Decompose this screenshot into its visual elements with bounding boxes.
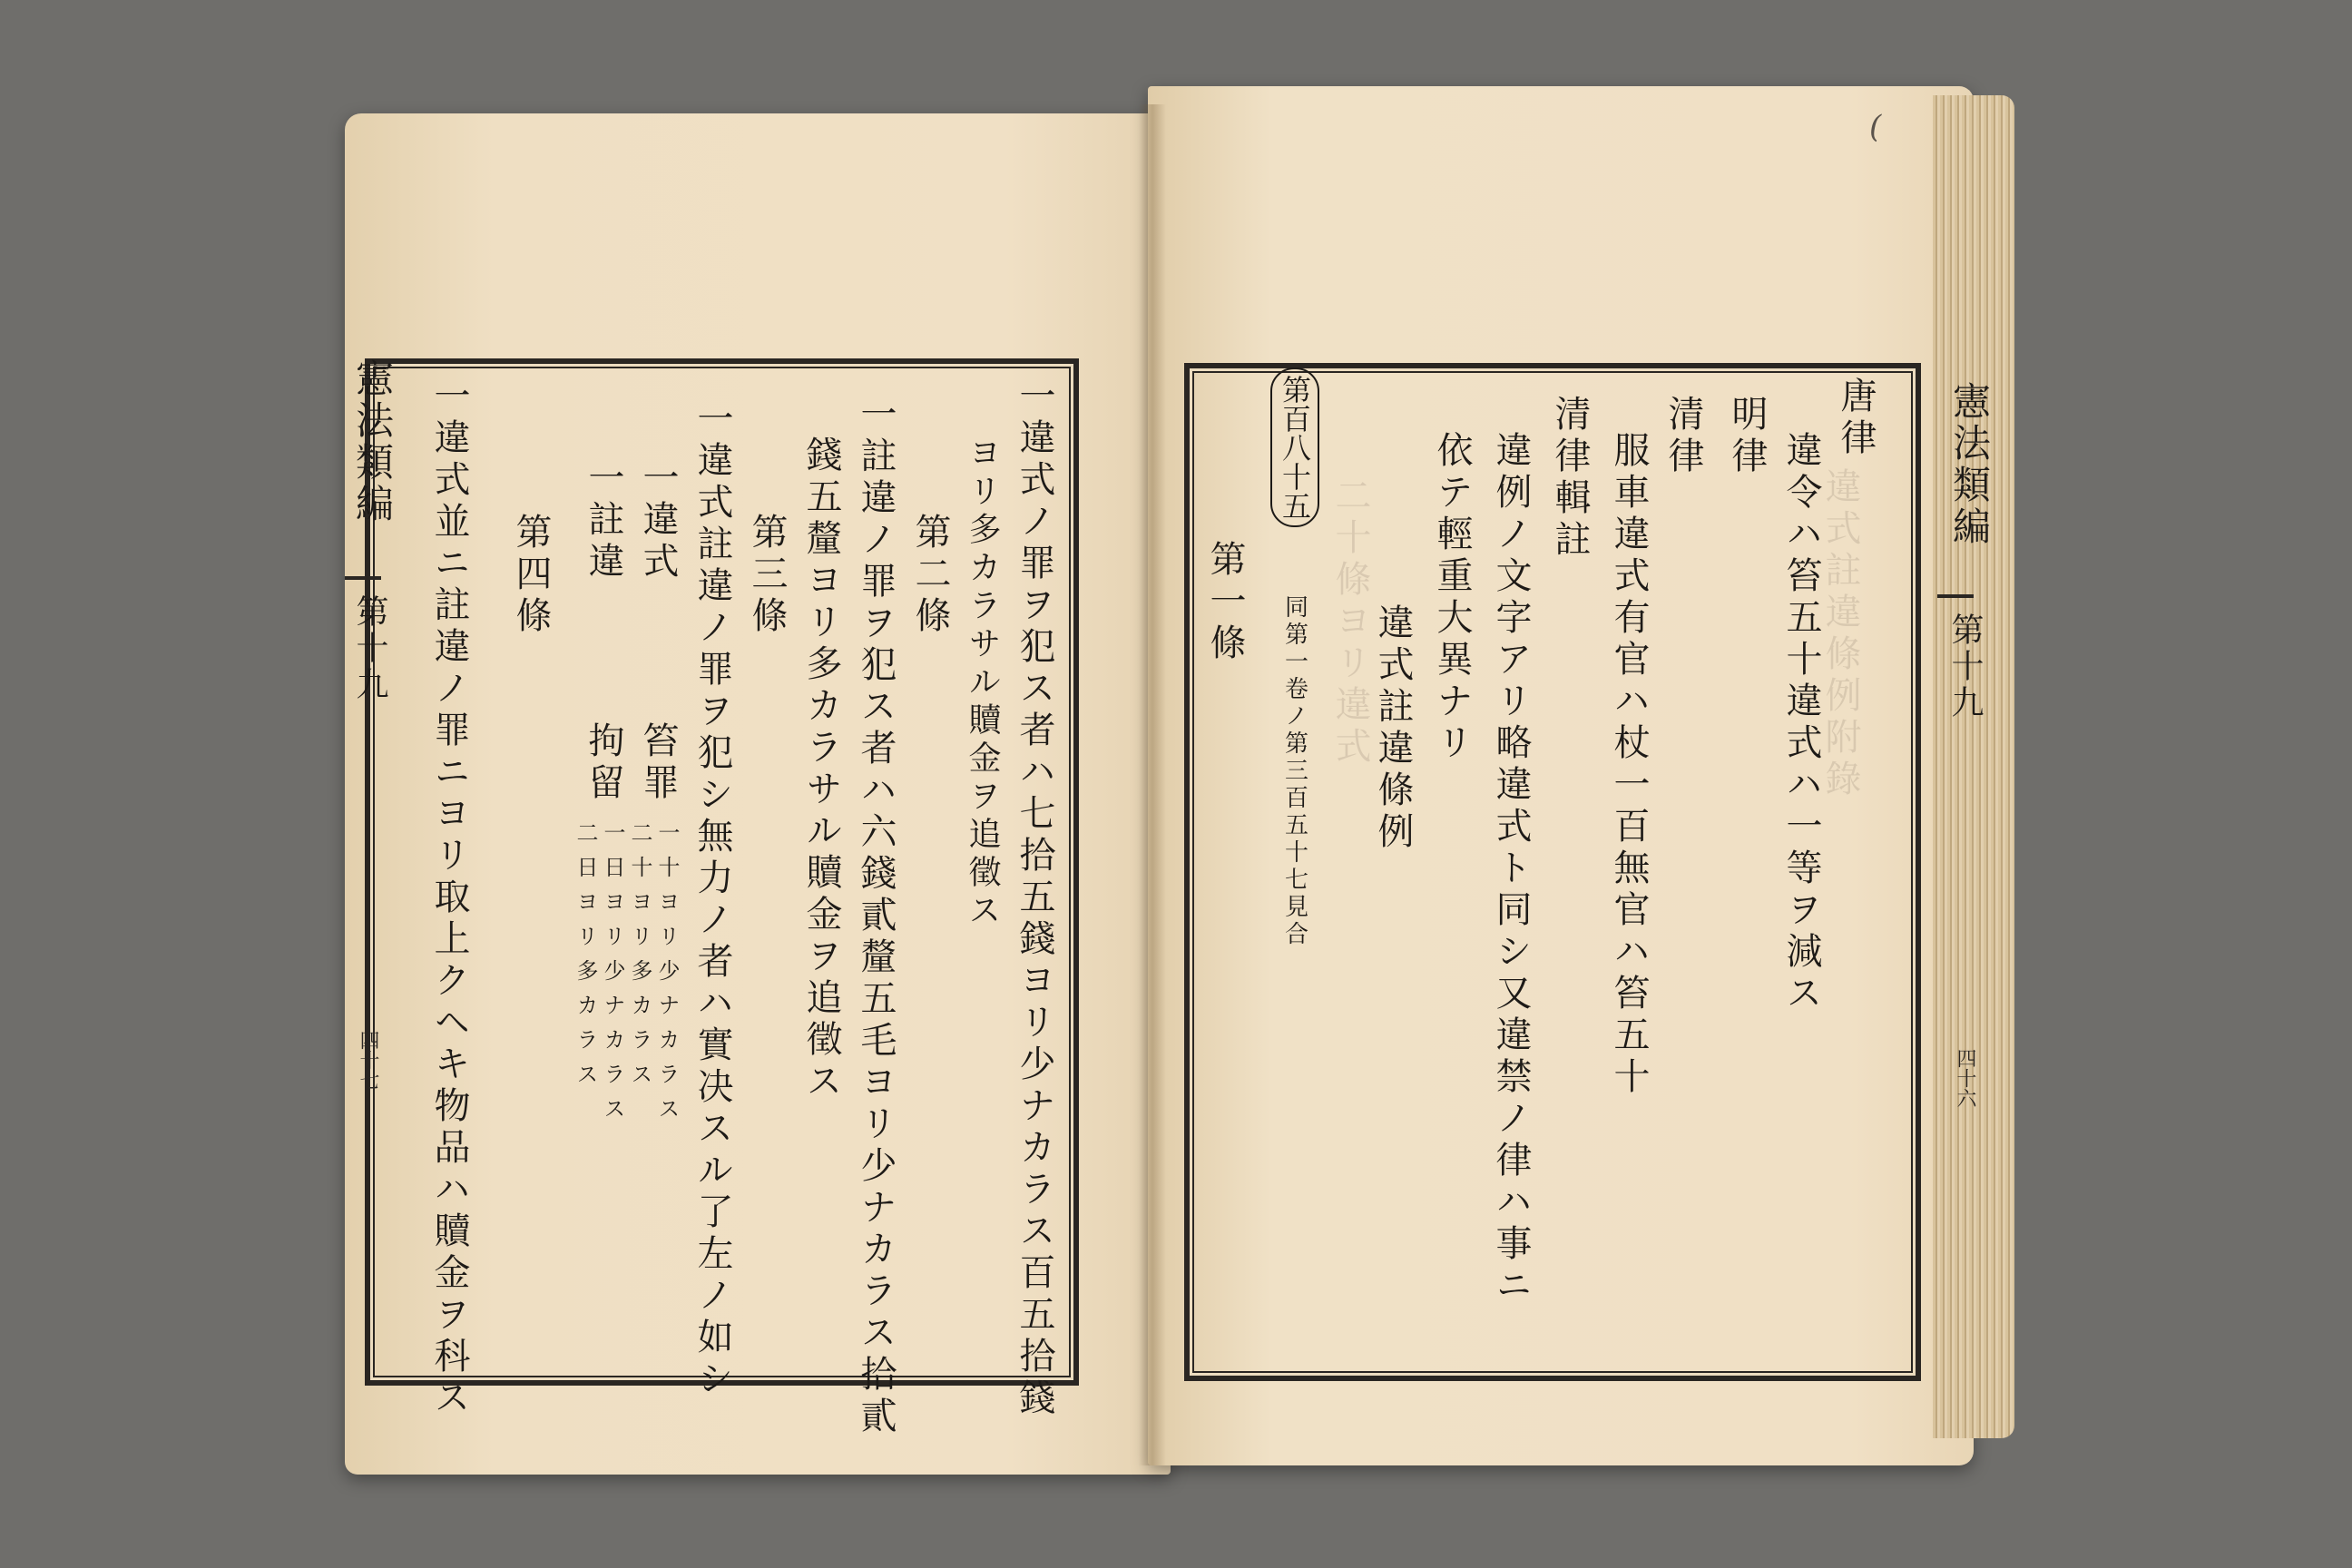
- pencil-mark: (: [1869, 109, 1882, 145]
- book-gutter: [1139, 104, 1166, 1465]
- right-col-6: 清律輯註: [1549, 395, 1591, 562]
- right-col-1: 唐律: [1835, 377, 1877, 460]
- left-folio: 四十七: [357, 1030, 379, 1090]
- left-col-11: 二十ヨリ多カラス: [627, 821, 652, 1097]
- left-col-6: 第三條: [746, 513, 788, 638]
- left-col-8: 一違式: [637, 458, 679, 583]
- right-col-7: 違例ノ文字アリ略違式ト同シ又違禁ノ律ハ事ニ: [1490, 431, 1532, 1308]
- left-spine-volume: 第十九: [351, 594, 388, 703]
- right-col-3: 明律: [1726, 395, 1768, 478]
- right-col-2: 違令ハ笞五十違式ハ一等ヲ減ス: [1780, 431, 1822, 1015]
- left-col-1: 一違式ノ罪ヲ犯ス者ハ七拾五錢ヨリ少ナカラス百五拾錢: [1014, 377, 1055, 1420]
- left-col-5: 錢五釐ヨリ多カラサル贖金ヲ追徵ス: [800, 436, 842, 1103]
- right-spine-volume: 第十九: [1946, 612, 1984, 721]
- left-col-4: 一註違ノ罪ヲ犯ス者ハ六錢貳釐五毛ヨリ少ナカラス拾貳: [855, 395, 897, 1438]
- right-col-5: 服車違式有官ハ杖一百無官ハ笞五十: [1608, 431, 1650, 1099]
- right-col-4: 清律: [1662, 395, 1704, 478]
- right-spine-title: 憲法類編: [1947, 381, 1992, 548]
- right-col-10: 第一條: [1204, 540, 1246, 665]
- left-col-16: 第四條: [510, 513, 552, 638]
- left-col-10: 一十ヨリ少ナカラス: [654, 821, 680, 1132]
- left-col-3: 第二條: [909, 513, 951, 638]
- left-col-15: 二日ヨリ多カラス: [573, 821, 598, 1097]
- left-col-2: ヨリ多カラサル贖金ヲ追徵ス: [964, 436, 1001, 931]
- cross-reference-note: 同第一卷ノ第三百五十七見合: [1280, 594, 1308, 948]
- open-book: [327, 86, 2024, 1502]
- left-spine-title: 憲法類編: [350, 358, 395, 525]
- page-edges: [1933, 95, 2014, 1438]
- right-folio: 四十六: [1954, 1048, 1976, 1108]
- show-through-text-2: 二十條ヨリ違式: [1329, 476, 1371, 769]
- left-col-12: 一註違: [583, 458, 624, 583]
- left-fishtail-mark: [345, 576, 381, 594]
- left-col-9: 笞罪: [637, 721, 679, 805]
- right-col-8: 依テ輕重大異ナリ: [1431, 431, 1473, 765]
- right-col-9: 違式註違條例: [1372, 603, 1414, 854]
- show-through-text: 違式註違條例附錄: [1819, 467, 1861, 801]
- left-col-7: 一違式註違ノ罪ヲ犯シ無力ノ者ハ實决スル了左ノ如シ: [691, 399, 733, 1401]
- left-col-17: 一違式並ニ註違ノ罪ニヨリ取上クヘキ物品ハ贖金ヲ科ス: [428, 377, 470, 1420]
- left-col-14: 一日ヨリ少ナカラス: [600, 821, 625, 1132]
- right-fishtail-mark: [1937, 594, 1974, 612]
- left-col-13: 拘留: [583, 721, 624, 805]
- article-number-label: 第百八十五: [1270, 368, 1319, 527]
